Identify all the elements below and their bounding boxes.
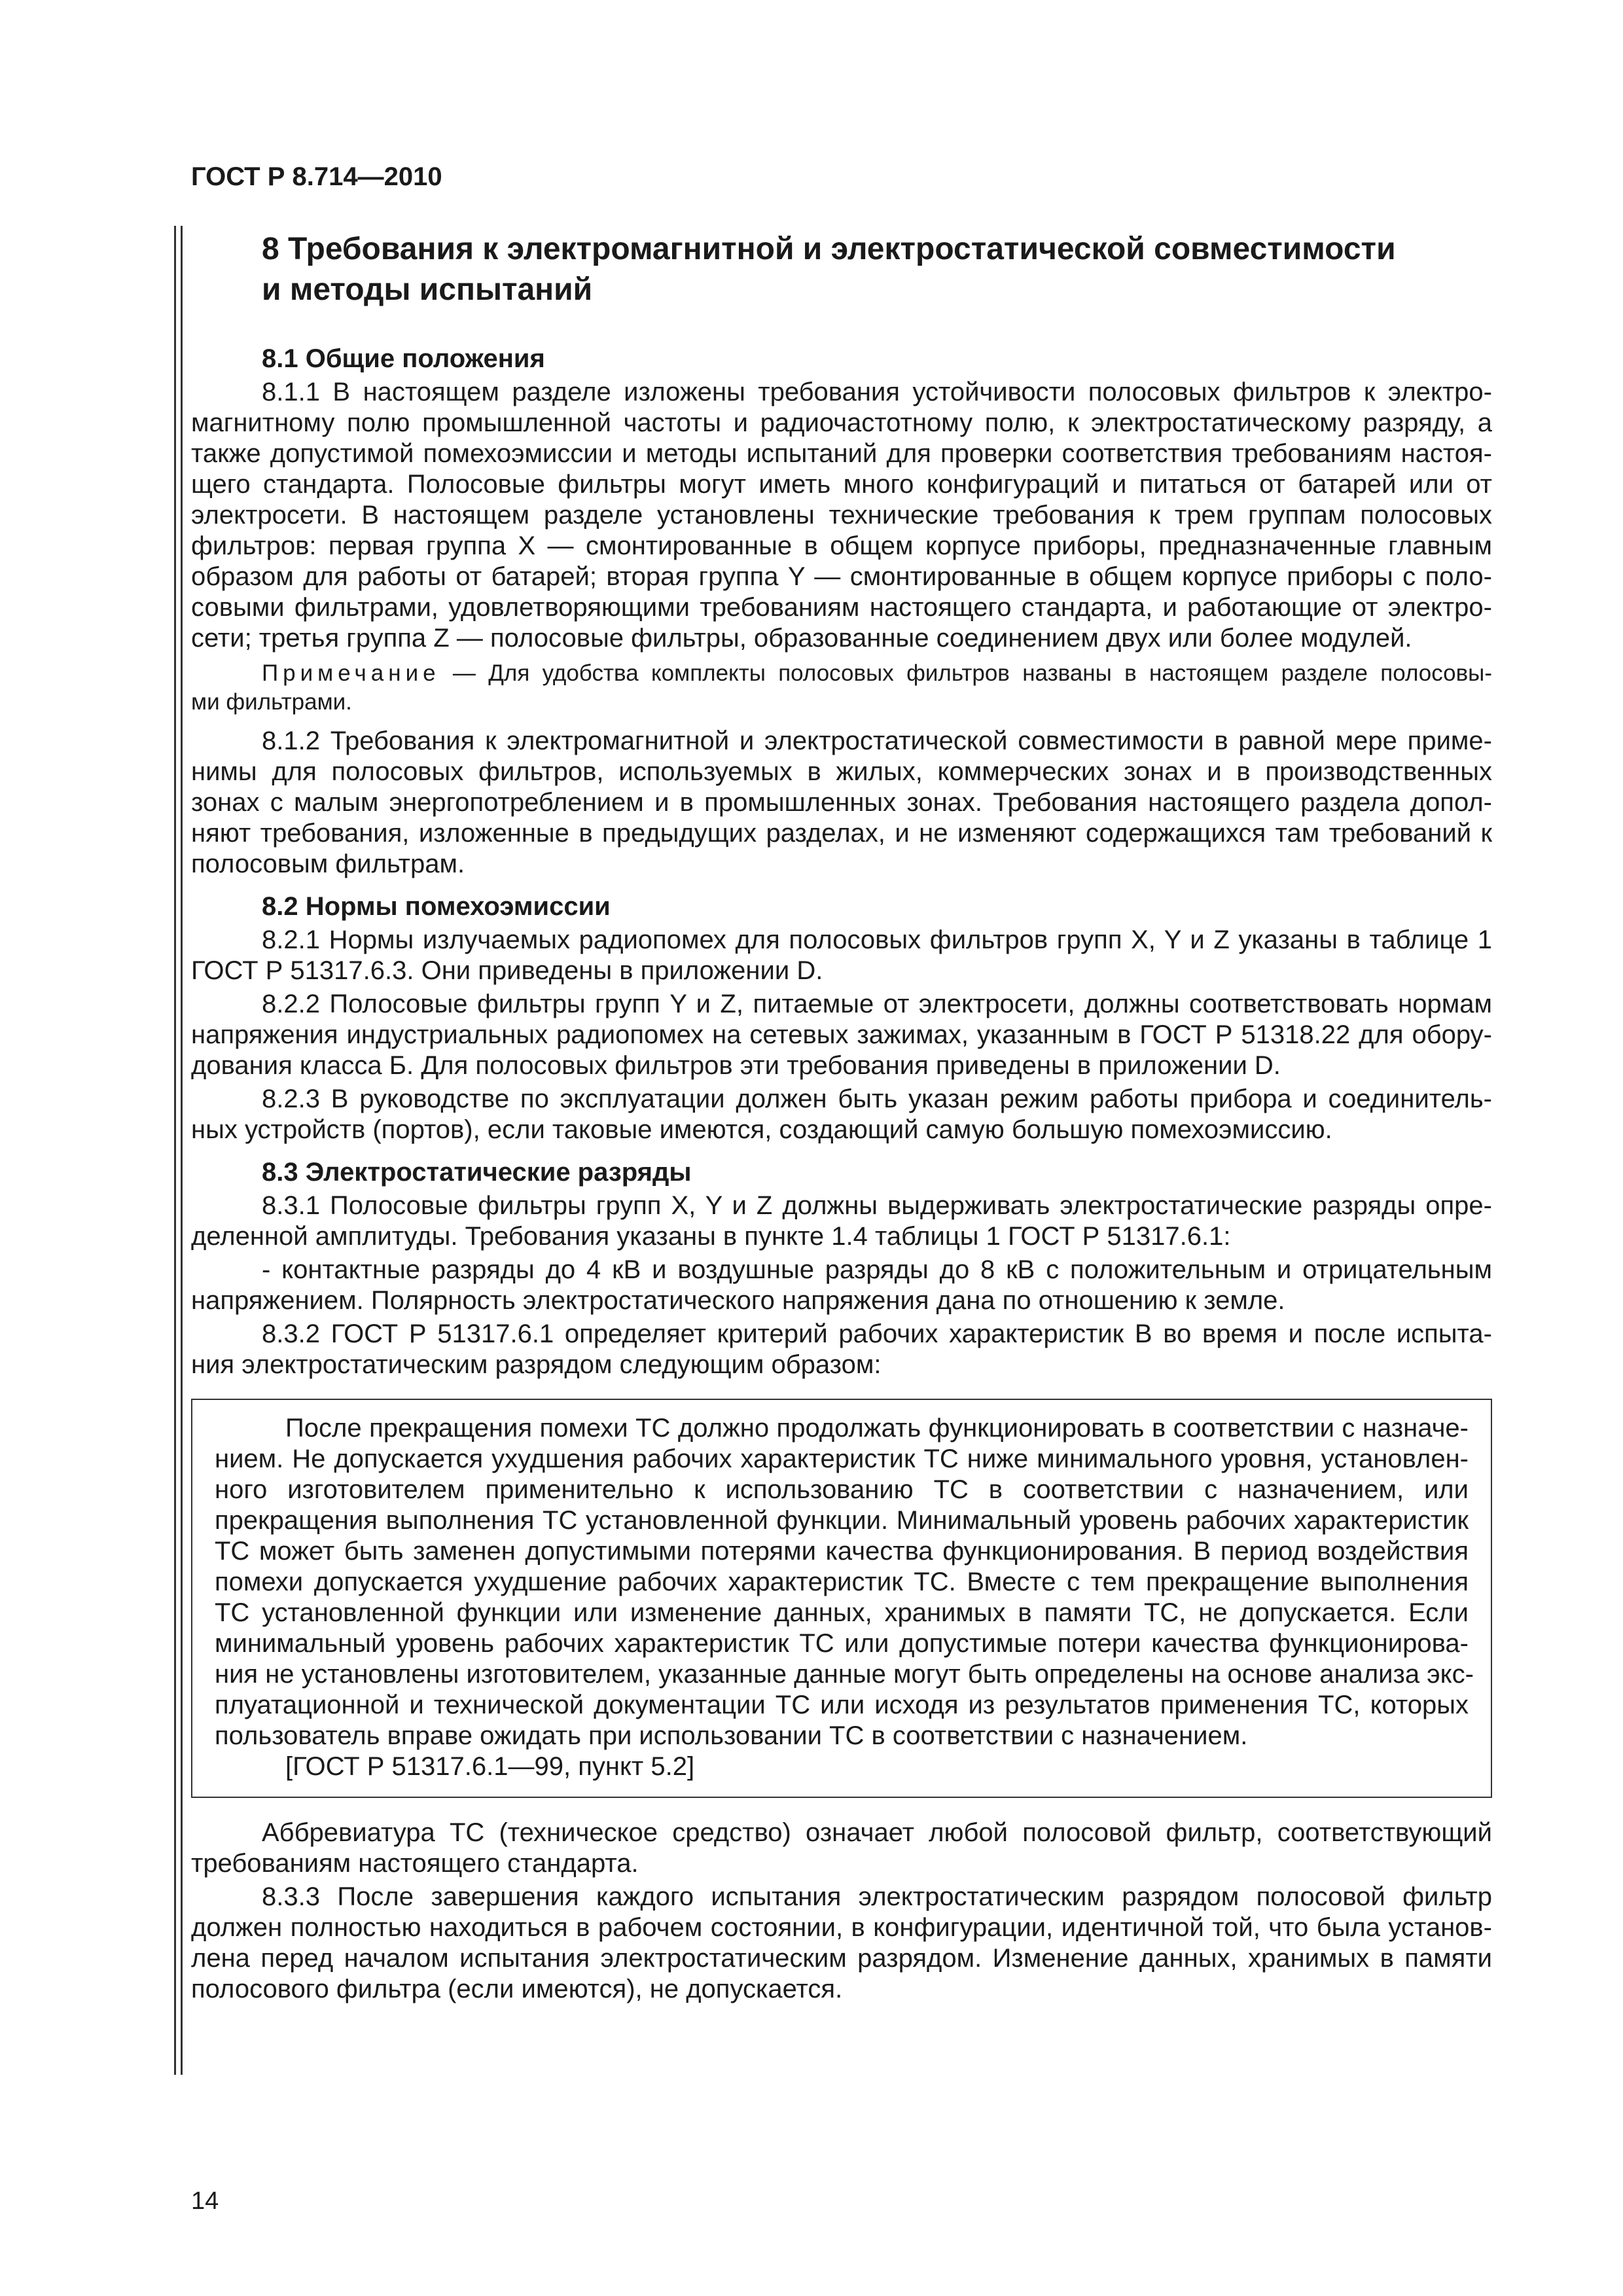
note-text: — Для удобства комплекты полосовых фильтров названы в настоящем разделе полосовы-: [440, 660, 1492, 686]
paragraph-line: дования класса Б. Для полосовых фильтров эти требования приведены в приложении D.: [191, 1051, 1281, 1080]
quote-line: нием. Не допускается ухудшения рабочих характеристик ТС ниже минимального уровня, установлен-: [215, 1444, 1469, 1473]
subsection-title-8-2: 8.2 Нормы помехоэмиссии: [262, 892, 611, 921]
paragraph-line: лена перед началом испытания электростатическим разрядом. Изменение данных, хранимых в памяти: [191, 1944, 1492, 1973]
paragraph-line: 8.2.1 Нормы излучаемых радиопомех для полосовых фильтров групп X, Y и Z указаны в таблице 1: [262, 925, 1492, 954]
paragraph-line: 8.3.3 После завершения каждого испытания электростатическим разрядом полосовой фильтр: [262, 1882, 1492, 1911]
note-line: ми фильтрами.: [191, 689, 352, 715]
paragraph-line: 8.2.2 Полосовые фильтры групп Y и Z, питаемые от электросети, должны соответствовать нормам: [262, 990, 1492, 1018]
paragraph-line: зонах с малым энергопотреблением и в промышленных зонах. Требования настоящего раздела допол-: [191, 788, 1492, 817]
paragraph-line: Аббревиатура ТС (техническое средство) означает любой полосовой фильтр, соответствующий: [262, 1818, 1492, 1847]
paragraph-line: ГОСТ Р 51317.6.3. Они приведены в приложении D.: [191, 956, 823, 985]
paragraph-8-1-2: [191, 726, 1492, 880]
quote-line: минимальный уровень рабочих характеристик ТС или допустимые потери качества функционирова-: [215, 1629, 1469, 1658]
paragraph-8-2-1: [191, 925, 1492, 986]
paragraph-line: - контактные разряды до 4 кВ и воздушные разряды до 8 кВ с положительным и отрицательным: [262, 1255, 1492, 1284]
paragraph-line: ных устройств (портов), если таковые имеются, создающий самую большую помехоэмиссию.: [191, 1115, 1332, 1144]
paragraph-8-2-3: [191, 1084, 1492, 1145]
note-line: [191, 659, 1492, 688]
quotation-box: [191, 1399, 1492, 1798]
paragraph-line: 8.3.2 ГОСТ Р 51317.6.1 определяет критерий рабочих характеристик B во время и после испыта-: [262, 1319, 1492, 1348]
quote-line: прекращения выполнения ТС установленной функции. Минимальный уровень рабочих характеристик: [215, 1506, 1469, 1535]
paragraph-line: полосового фильтра (если имеются), не допускается.: [191, 1975, 843, 2003]
paragraph-line: напряжения индустриальных радиопомех на сетевых зажимах, указанным в ГОСТ Р 51318.22 для обору-: [191, 1020, 1492, 1049]
section-title: [262, 229, 1505, 310]
paragraph-line: 8.2.3 В руководстве по эксплуатации должен быть указан режим работы прибора и соединитель-: [262, 1085, 1492, 1113]
quote-line: плуатационной и технической документации ТС или исходя из результатов применения ТС, которых: [215, 1691, 1469, 1719]
paragraph-line: напряжением. Полярность электростатического напряжения дана по отношению к земле.: [191, 1286, 1285, 1315]
paragraph-8-3-3: [191, 1882, 1492, 2005]
paragraph-line: полосовым фильтрам.: [191, 850, 465, 878]
paragraph-line: деленной амплитуды. Требования указаны в пункте 1.4 таблицы 1 ГОСТ Р 51317.6.1:: [191, 1222, 1231, 1251]
paragraph-line: образом для работы от батарей; вторая группа Y — смонтированные в общем корпусе приборы с поло-: [191, 562, 1492, 591]
change-bar-left: [174, 226, 176, 2075]
paragraph-line: сети; третья группа Z — полосовые фильтры, образованные соединением двух или более модулей.: [191, 624, 1412, 653]
paragraph-8-1-1: [191, 377, 1492, 654]
paragraph-line: 8.1.2 Требования к электромагнитной и электростатической совместимости в равной мере приме-: [262, 726, 1492, 755]
quote-line: ного изготовителем применительно к использованию ТС в соответствии с назначением, или: [215, 1475, 1469, 1504]
quote-line: После прекращения помехи ТС должно продолжать функционировать в соответствии с назначе-: [285, 1414, 1469, 1443]
paragraph-line: нимы для полосовых фильтров, используемых в жилых, коммерческих зонах и в производственных: [191, 757, 1492, 786]
paragraph-line: фильтров: первая группа X — смонтированные в общем корпусе приборы, предназначенные главным: [191, 531, 1492, 560]
quote-line: ния не установлены изготовителем, указанные данные могут быть определены на основе анализа экс-: [215, 1660, 1474, 1689]
change-bar-right: [181, 226, 183, 2075]
paragraph-line: требованиям настоящего стандарта.: [191, 1849, 639, 1878]
quote-line: пользователь вправе ожидать при использовании ТС в соответствии с назначением.: [215, 1721, 1248, 1750]
paragraph-line: ния электростатическим разрядом следующим образом:: [191, 1350, 882, 1379]
paragraph-line: 8.3.1 Полосовые фильтры групп X, Y и Z должны выдерживать электростатические разряды опре-: [262, 1191, 1492, 1220]
subsection-title-8-1: 8.1 Общие положения: [262, 344, 545, 373]
quote-reference: [ГОСТ Р 51317.6.1—99, пункт 5.2]: [285, 1752, 695, 1781]
paragraph-line: няют требования, изложенные в предыдущих разделах, и не изменяют содержащихся там требований к: [191, 819, 1492, 848]
paragraph-line: электросети. В настоящем разделе установлены технические требования к трем группам полосовых: [191, 501, 1492, 529]
paragraph-8-3-2: [191, 1319, 1492, 1380]
document-body: [191, 344, 1492, 2005]
note-label: Примечание: [262, 660, 440, 686]
page-number: 14: [191, 2187, 219, 2215]
paragraph-8-2-2: [191, 989, 1492, 1081]
paragraph-line: магнитному полю промышленной частоты и радиочастотному полю, к электростатическому разряду, а: [191, 408, 1492, 437]
quote-line: ТС установленной функции или изменение данных, хранимых в памяти ТС, не допускается. Если: [215, 1598, 1469, 1627]
section-title-line-2: и методы испытаний: [262, 272, 593, 307]
note: [191, 659, 1492, 717]
running-header: ГОСТ Р 8.714—2010: [191, 162, 442, 191]
list-item-discharges: [191, 1255, 1492, 1316]
paragraph-line: должен полностью находиться в рабочем состоянии, в конфигурации, идентичной той, что была установ-: [191, 1913, 1492, 1942]
quote-line: помехи допускается ухудшение рабочих характеристик ТС. Вместе с тем прекращение выполнения: [215, 1568, 1469, 1596]
section-title-line-1: 8 Требования к электромагнитной и электростатической совместимости: [262, 232, 1396, 266]
paragraph-line: также допустимой помехоэмиссии и методы испытаний для проверки соответствия требованиям настоя-: [191, 439, 1492, 468]
paragraph-line: 8.1.1 В настоящем разделе изложены требования устойчивости полосовых фильтров к электро-: [262, 378, 1492, 406]
subsection-title-8-3: 8.3 Электростатические разряды: [262, 1158, 692, 1187]
paragraph-line: совыми фильтрами, удовлетворяющими требованиям настоящего стандарта, и работающие от электро-: [191, 593, 1492, 622]
paragraph-8-3-1: [191, 1191, 1492, 1252]
paragraph-line: щего стандарта. Полосовые фильтры могут иметь много конфигураций и питаться от батарей или от: [191, 470, 1492, 499]
quote-line: ТС может быть заменен допустимыми потерями качества функционирования. В период воздействия: [215, 1537, 1469, 1566]
abbreviation-note: [191, 1818, 1492, 1879]
